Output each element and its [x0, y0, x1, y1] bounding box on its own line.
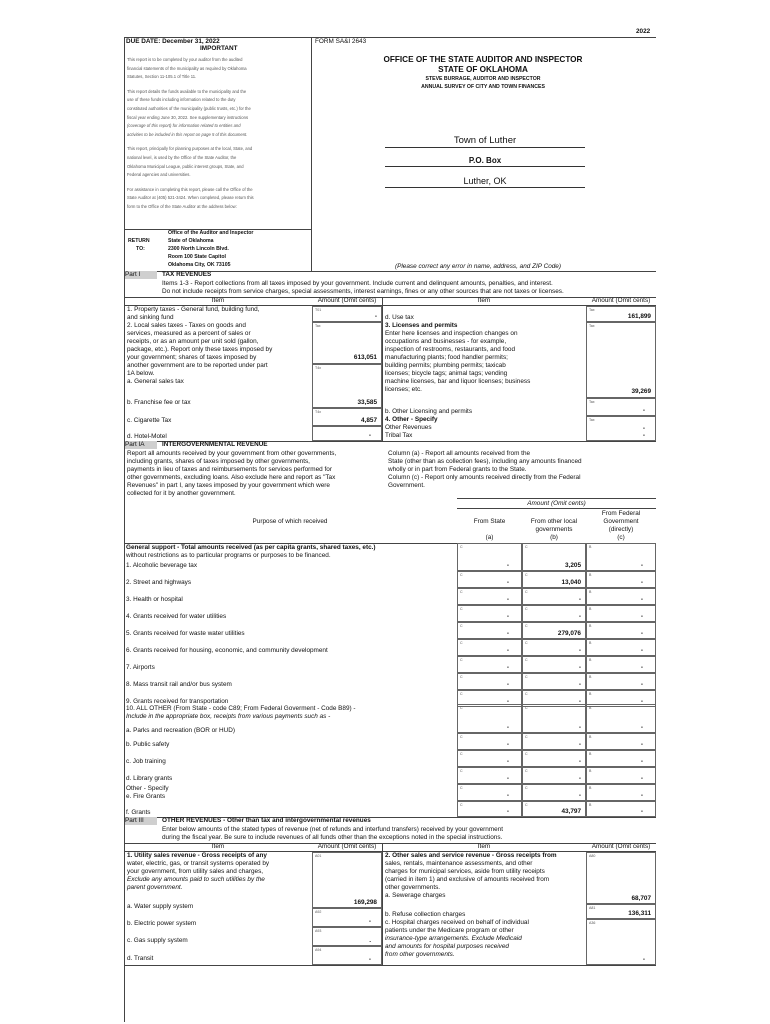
ia-a-value: -	[506, 758, 509, 765]
ia-row-label: d. Library grants	[126, 775, 173, 782]
ia-c-value: -	[640, 613, 643, 620]
ia-a-value: -	[506, 792, 509, 799]
gas-supply-field[interactable]: A93 .	[312, 927, 382, 946]
field-code: C	[460, 590, 463, 594]
refuse-field[interactable]: A81 136,311	[586, 904, 656, 919]
part1a-title: INTERGOVERNMENTAL REVENUE	[162, 441, 268, 448]
ia-a-field[interactable]	[457, 673, 522, 690]
part3-intro1: Enter below amounts of the stated types of revenue (net of refunds and interfund transfers) received by your government	[162, 826, 504, 833]
hospital-text: c. Hospital charges received on behalf of individual patients under the Medicare program or other insurance-type arrangements. Exclude Medicaid and amounts for hospital purposes received from other governments.	[385, 919, 529, 958]
ia-b-value: -	[578, 664, 581, 671]
form-year: 2022	[636, 28, 651, 35]
col-item-left: Item	[211, 297, 225, 304]
field-code: C	[460, 675, 463, 679]
field-code: C	[460, 573, 463, 577]
column-a-note: Column (a) - Report all amounts received from the State (other than as collection fees), including any amounts financed wholly or in part from Federal grants to the State.	[388, 450, 582, 473]
field-code: C	[460, 803, 463, 807]
ia-b-value: -	[578, 698, 581, 705]
ia-a-field[interactable]	[457, 733, 522, 750]
field-code: B	[589, 675, 592, 679]
p3-col-item-right: Item	[477, 843, 491, 850]
field-code: B	[589, 545, 592, 549]
field-code: C	[460, 786, 463, 790]
ia-c-value: -	[640, 647, 643, 654]
fire-grants-label: e. Fire Grants	[126, 793, 166, 800]
part1a-intro: Report all amounts received by your government from other governments, including grants, shares of taxes imposed by other governments, payments in lieu of taxes and reimbursements for services performed for other governments, excluding loans. Also exclude here and report as "Tax Revenues" in part I, any taxes imposed by your government which were collected for it by another government.	[127, 450, 337, 497]
ia-b-field[interactable]	[522, 784, 586, 801]
ia-c-field[interactable]	[586, 588, 656, 605]
utility-sales-text: 1. Utility sales revenue - Gross receipts of any water, electric, gas, or transit systems operated by your government, from utility sales and charges, Exclude any amounts paid to such utilities by the parent government.	[127, 852, 270, 891]
ia-c-value: -	[640, 792, 643, 799]
ia-c-value: -	[640, 630, 643, 637]
ia-c-value: -	[640, 758, 643, 765]
other-revenues-field[interactable]: Tax - -	[586, 416, 656, 441]
amount-header: Amount (Omit cents)	[527, 500, 586, 507]
ia-b-value: -	[578, 647, 581, 654]
use-tax-field[interactable]: Tax 161,899	[586, 306, 656, 322]
ia-c-field[interactable]	[586, 571, 656, 588]
ia-c-value: -	[640, 579, 643, 586]
ia-a-field[interactable]	[457, 784, 522, 801]
field-code: C	[460, 545, 463, 549]
cigarette-tax-field[interactable]: T4x 4,857	[312, 408, 382, 426]
transit-label: d. Transit	[127, 955, 154, 962]
field-code: C	[525, 641, 528, 645]
town-box[interactable]: P.O. Box	[385, 155, 585, 167]
ia-row-label: f. Grants	[126, 809, 151, 816]
field-code: B	[589, 692, 592, 696]
field-code: B	[589, 607, 592, 611]
field-code: B	[589, 735, 592, 739]
col-amount-right: Amount (Omit cents)	[591, 297, 651, 304]
field-code: C	[460, 752, 463, 756]
ia-row-label: Other - Specify	[126, 785, 169, 792]
water-supply-label: a. Water supply system	[127, 903, 194, 910]
part1-intro2: Do not include receipts from service charges, special assessments, interest earnings, fines or any other sources that are not taxes or licenses.	[162, 288, 564, 295]
ia-b-field[interactable]	[522, 588, 586, 605]
field-code: B	[589, 769, 592, 773]
ia-c-field[interactable]	[586, 622, 656, 639]
field-code: C	[460, 735, 463, 739]
ia-c-value: -	[640, 562, 643, 569]
part1-intro1: Items 1-3 - Report collections from all taxes imposed by your government. Include current and delinquent amounts, penalties, and interest.	[162, 280, 553, 287]
item-local-sales-taxes: 2. Local sales taxes - Taxes on goods and services, measured as a percent of sales or receipts, or as an amount per unit sold (gallon, package, etc.). Report only these taxes imposed by your government; shares of taxes imposed by another government are to be reported under part 1A below. a. General sales tax	[127, 322, 273, 385]
item-property-taxes: 1. Property taxes - General fund, building fund, and sinking fund	[127, 306, 260, 321]
ia-c-value: -	[640, 741, 643, 748]
town-name[interactable]: Town of Luther	[385, 135, 585, 148]
ia-row-label: 9. Grants received for transportation	[126, 698, 229, 705]
ia-b-value: -	[578, 613, 581, 620]
field-code: B	[589, 752, 592, 756]
ia-b-field[interactable]	[522, 622, 586, 639]
col-from-local: From other local governments (b)	[530, 518, 578, 541]
field-code: C	[525, 752, 528, 756]
ia-b-value: 13,040	[561, 579, 581, 586]
ia-b-field[interactable]	[522, 704, 586, 733]
return-address: Office of the Auditor and Inspector State of Oklahoma 2300 North Lincoln Blvd. Room 100 State Capitol Oklahoma City, OK 73105	[168, 230, 254, 268]
ia-a-field[interactable]	[457, 750, 522, 767]
important-label: IMPORTANT	[200, 45, 238, 52]
p3-col-item-left: Item	[211, 843, 225, 850]
general-support: General support - Total amounts received (as per capita grants, shared taxes, etc.) without restrictions as to particular programs or purposes to be financed.	[126, 544, 376, 559]
ia-a-value: -	[506, 698, 509, 705]
office-heading: OFFICE OF THE STATE AUDITOR AND INSPECTOR STATE OF OKLAHOMA STEVE BURRAGE, AUDITOR AND INSPECTOR ANNUAL SURVEY OF CITY AND TOWN FINANCES	[383, 55, 583, 90]
field-code: C	[525, 706, 528, 710]
field-code: B	[589, 624, 592, 628]
ia-row-label: 4. Grants received for water utilities	[126, 613, 227, 620]
ia-a-field[interactable]	[457, 543, 522, 571]
item-other-licensing: b. Other Licensing and permits	[385, 408, 473, 415]
field-code: C	[525, 658, 528, 662]
ia-a-value: -	[506, 596, 509, 603]
ia-b-field[interactable]	[522, 543, 586, 571]
field-code: C	[525, 769, 528, 773]
ia-row-label: 7. Airports	[126, 664, 155, 671]
purpose-header: Purpose of which received	[252, 518, 328, 525]
ia-a-value: -	[506, 647, 509, 654]
transit-field[interactable]: A94 -	[312, 946, 382, 965]
field-code: C	[525, 735, 528, 739]
ia-c-value: -	[640, 775, 643, 782]
water-supply-field[interactable]: A01 169,298	[312, 852, 382, 908]
p3-col-amount-left: Amount (Omit cents)	[317, 843, 377, 850]
ia-c-field[interactable]	[586, 801, 656, 817]
town-city[interactable]: Luther, OK	[385, 175, 585, 188]
ia-c-field[interactable]	[586, 784, 656, 801]
ia-b-value: -	[578, 792, 581, 799]
part1-label: Part I	[125, 271, 157, 279]
ia-row-label: 8. Mass transit rail and/or bus system	[126, 681, 232, 688]
field-code: C	[525, 573, 528, 577]
ia-a-value: -	[506, 808, 509, 815]
other-sales-text: 2. Other sales and service revenue - Gross receipts from sales, rentals, maintenance assessments, and other charges for municipal services, aside from utility receipts (carried in item 1) and exclusive of amounts received from other governments. a. Sewerage charges	[385, 852, 557, 899]
ia-row-label: 2. Street and highways	[126, 579, 192, 586]
ia-a-value: -	[506, 681, 509, 688]
ia-a-field[interactable]	[457, 767, 522, 784]
ia-b-field[interactable]	[522, 673, 586, 690]
part1a-label: Part IA	[125, 441, 157, 449]
ia-b-value: -	[578, 596, 581, 603]
ia-row-label: a. Parks and recreation (BOR or HUD)	[126, 727, 236, 734]
part1-title: TAX REVENUES	[162, 271, 212, 278]
other-licensing-field[interactable]: Tax -	[586, 398, 656, 416]
ia-b-field[interactable]	[522, 767, 586, 784]
ia-a-value: -	[506, 630, 509, 637]
field-code: B	[589, 590, 592, 594]
ia-c-field[interactable]	[586, 750, 656, 767]
ia-a-field[interactable]	[457, 639, 522, 656]
field-code: C	[460, 658, 463, 662]
ia-b-value: -	[578, 758, 581, 765]
ia-a-value: -	[506, 562, 509, 569]
col-item-right: Item	[477, 297, 491, 304]
part3-label: Part III	[125, 817, 157, 825]
col-amount-left: Amount (Omit cents)	[317, 297, 377, 304]
field-code: C	[460, 769, 463, 773]
ia-a-field[interactable]	[457, 656, 522, 673]
field-code: C	[525, 624, 528, 628]
ia-c-value: -	[640, 808, 643, 815]
ia-a-value: -	[506, 579, 509, 586]
ia-a-value: -	[506, 664, 509, 671]
ia-c-value: -	[640, 596, 643, 603]
ia-a-field[interactable]	[457, 622, 522, 639]
ia-b-value: 279,076	[557, 630, 581, 637]
ia-row-label: 1. Alcoholic beverage tax	[126, 562, 198, 569]
correct-note: (Please correct any error in name, address, and ZIP Code)	[395, 263, 561, 270]
ia-b-field[interactable]	[522, 801, 586, 817]
ia-b-value: 3,205	[565, 562, 581, 569]
ia-a-value: -	[506, 775, 509, 782]
return-label: RETURN TO:	[128, 238, 150, 252]
field-code: B	[589, 641, 592, 645]
franchise-fee-field[interactable]: T4x 33,585	[312, 364, 382, 408]
ia-a-field[interactable]	[457, 605, 522, 622]
general-sales-tax-field[interactable]: Tax 613,051	[312, 322, 382, 364]
ia-row-label: 3. Health or hospital	[126, 596, 183, 603]
form-number: FORM SA&I 2643	[315, 38, 367, 45]
electric-power-field[interactable]: A92 -	[312, 908, 382, 927]
ia-b-value: -	[578, 775, 581, 782]
ia-a-field[interactable]	[457, 571, 522, 588]
field-code: C	[525, 692, 528, 696]
column-c-note: Column (c) - Report only amounts received directly from the Federal Government.	[388, 474, 581, 489]
ia-c-value: -	[640, 664, 643, 671]
p3-col-amount-right: Amount (Omit cents)	[591, 843, 651, 850]
instructions: This report is to be completed by your auditor from the audited financial statements of the municipality as required by Oklahoma Statutes, Section 11-105.1 of Title 11. This report details the funds available to the municipality and the use of these funds including information related to the duty constituted authorities of the municipality (public trusts, etc.) for the fiscal year ending June 30, 2022. See supplementary instructions (coverage of this report) for information related to entities and activities to be included in this report on page 5 of this document. This report, principally for planning purposes at the local, State, and national level, is used by the Office of the State Auditor, the Oklahoma Municipal League, public interest groups, State, and Federal agencies and universities. For assistance in completing this report, please call the Office of the State Auditor at (405) 521-3424. When completed, please return this form to the Office of the State Auditor at the address below:	[127, 57, 254, 209]
ia-a-field[interactable]	[457, 704, 522, 733]
ia-row-label: c. Job training	[126, 758, 166, 765]
ia-c-field[interactable]	[586, 733, 656, 750]
field-code: B	[589, 658, 592, 662]
ia-a-field[interactable]	[457, 801, 522, 817]
ia-row-label: 6. Grants received for housing, economic, and community development	[126, 647, 328, 654]
hospital-field[interactable]: A36 -	[586, 919, 656, 965]
ia-row-label: b. Public safety	[126, 741, 170, 748]
item-hotel-motel: d. Hotel-Motel	[127, 433, 167, 440]
ia-c-field[interactable]	[586, 656, 656, 673]
ia-b-field[interactable]	[522, 571, 586, 588]
ia-c-field[interactable]	[586, 543, 656, 571]
ia-a-value: -	[506, 724, 509, 731]
all-other-text: 10. ALL OTHER (From State - code C89; From Federal Goverment - Code B89) - Include in the appropriate box, receipts from various payments such as -	[126, 705, 356, 720]
field-code: B	[589, 803, 592, 807]
ia-c-field[interactable]	[586, 639, 656, 656]
ia-row-label: 5. Grants received for waste water utilities	[126, 630, 245, 637]
field-code: C	[525, 590, 528, 594]
field-code: C	[460, 706, 463, 710]
ia-b-value: 43,797	[561, 808, 581, 815]
ia-a-field[interactable]	[457, 588, 522, 605]
gas-supply-label: c. Gas supply system	[127, 937, 188, 944]
part3-title: OTHER REVENUES - Other than tax and intergovernmental revenues	[162, 817, 371, 824]
item-franchise-fee: b. Franchise fee or tax	[127, 399, 191, 406]
ia-c-value: -	[640, 698, 643, 705]
ia-c-field[interactable]	[586, 704, 656, 733]
field-code: C	[460, 692, 463, 696]
hotel-motel-field[interactable]: -	[312, 426, 382, 441]
field-code: C	[525, 803, 528, 807]
field-code: C	[525, 786, 528, 790]
ia-a-value: -	[506, 741, 509, 748]
ia-b-field[interactable]	[522, 750, 586, 767]
refuse-label: b. Refuse collection charges	[385, 911, 466, 918]
field-code: B	[589, 786, 592, 790]
item-licenses-permits: 3. Licenses and permits Enter here licenses and inspection changes on occupations and businesses - for example, inspection of restrooms, restaurants, and food manufacturing plants; food handler permits; building permits; plumbing permits; taxicab licenses; bicycle tags; animal tags; vending machine licenses, bar and liquor licenses; business licenses; etc.	[385, 322, 531, 393]
property-taxes-field[interactable]: T01 -	[312, 306, 382, 322]
item-cigarette-tax: c. Cigarette Tax	[127, 417, 172, 424]
col-from-state: From State (a)	[473, 518, 506, 541]
ia-b-value: -	[578, 741, 581, 748]
item-use-tax: d. Use tax	[385, 314, 414, 321]
field-code: C	[460, 607, 463, 611]
part3-intro2: during the fiscal year. Be sure to include revenues of all funds other than the exceptions noted in the special instructions.	[162, 834, 503, 841]
field-code: C	[525, 675, 528, 679]
ia-b-field[interactable]	[522, 605, 586, 622]
field-code: B	[589, 706, 592, 710]
ia-c-value: -	[640, 681, 643, 688]
ia-b-field[interactable]	[522, 656, 586, 673]
sewerage-field[interactable]: A80 68,707	[586, 852, 656, 904]
ia-c-field[interactable]	[586, 605, 656, 622]
field-code: C	[525, 607, 528, 611]
ia-b-value: -	[578, 724, 581, 731]
licenses-permits-field[interactable]: Tax 39,269	[586, 322, 656, 398]
ia-c-value: -	[640, 724, 643, 731]
ia-b-field[interactable]	[522, 733, 586, 750]
ia-c-field[interactable]	[586, 673, 656, 690]
electric-power-label: b. Electric power system	[127, 920, 197, 927]
ia-b-field[interactable]	[522, 639, 586, 656]
due-date: DUE DATE: December 31, 2022	[126, 38, 220, 45]
item-other-specify: 4. Other - Specify Other Revenues Tribal Tax	[385, 416, 438, 439]
col-from-federal: From Federal Government (directly) (c)	[601, 510, 641, 541]
field-code: C	[460, 624, 463, 628]
ia-a-value: -	[506, 613, 509, 620]
field-code: C	[460, 641, 463, 645]
field-code: B	[589, 573, 592, 577]
field-code: C	[525, 545, 528, 549]
ia-b-value: -	[578, 681, 581, 688]
ia-c-field[interactable]	[586, 767, 656, 784]
